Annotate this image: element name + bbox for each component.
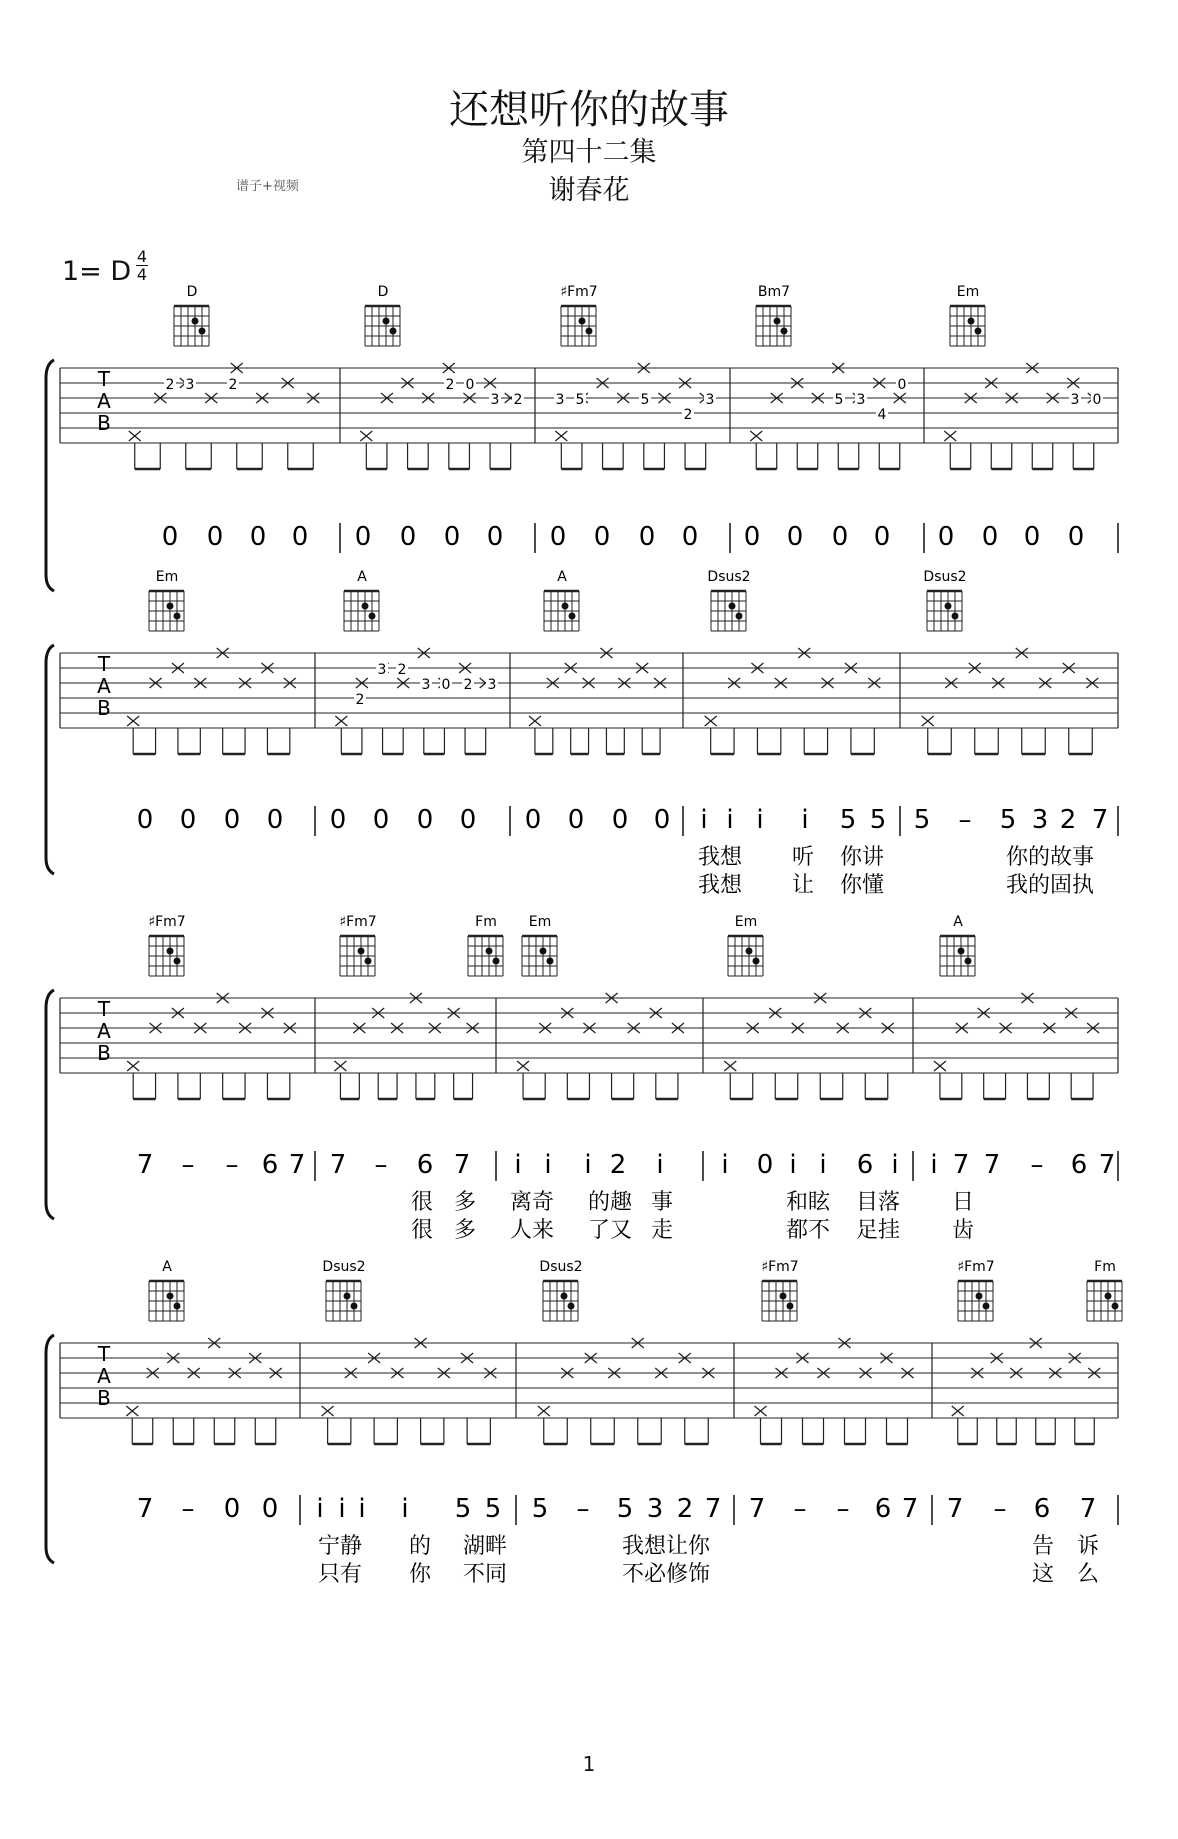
jianpu-note: 7 — [288, 1150, 306, 1180]
fret-number: 2 — [397, 662, 407, 678]
system-bracket — [46, 360, 54, 591]
jianpu-note: 5 — [484, 1494, 502, 1524]
chord-finger-dot — [358, 948, 365, 955]
lyric-word: 你讲 — [839, 845, 885, 870]
jianpu-note: 0 — [786, 522, 804, 552]
episode-label: 第四十二集 — [521, 137, 657, 168]
jianpu-note: – — [993, 1494, 1007, 1524]
jianpu-note: 5 — [839, 805, 857, 835]
chord-name: Em — [528, 914, 552, 930]
chord-finger-dot — [968, 318, 975, 325]
tab-clef-letter: A — [97, 1364, 111, 1388]
lyric-word: 我想 — [697, 873, 743, 898]
jianpu-note: – — [576, 1494, 590, 1524]
chord-name: Em — [956, 284, 980, 300]
jianpu-note: 7 — [1091, 805, 1109, 835]
strum-x-mark — [934, 1061, 946, 1071]
fret-number: 3 — [856, 392, 866, 408]
chord-name: ♯Fm7 — [148, 914, 186, 930]
lyric-word: 目落 — [855, 1190, 901, 1215]
lyric-word: 么 — [1076, 1562, 1100, 1587]
jianpu-note: i — [891, 1150, 899, 1180]
fret-number: 5 — [834, 392, 844, 408]
strum-x-mark — [322, 1406, 334, 1416]
lyric-word: 你懂 — [839, 873, 885, 898]
jianpu-note: – — [181, 1494, 195, 1524]
jianpu-note: i — [819, 1150, 827, 1180]
lyric-word: 人来 — [509, 1218, 555, 1243]
jianpu-note: 0 — [593, 522, 611, 552]
lyric-word: 你 — [408, 1562, 432, 1587]
jianpu-note: 7 — [748, 1494, 766, 1524]
jianpu-note: 7 — [704, 1494, 722, 1524]
chord-finger-dot — [540, 948, 547, 955]
jianpu-note: 0 — [567, 805, 585, 835]
chord-name: Dsus2 — [322, 1259, 366, 1275]
tab-clef-letter: T — [97, 997, 111, 1021]
chord-finger-dot — [362, 603, 369, 610]
jianpu-note: 0 — [831, 522, 849, 552]
jianpu-note: 0 — [937, 522, 955, 552]
jianpu-note: 7 — [952, 1150, 970, 1180]
lyric-word: 诉 — [1076, 1534, 1100, 1559]
jianpu-note: 5 — [454, 1494, 472, 1524]
lyric-word: 告 — [1031, 1534, 1055, 1559]
jianpu-note: 0 — [524, 805, 542, 835]
jianpu-note: i — [756, 805, 764, 835]
jianpu-note: 0 — [179, 805, 197, 835]
chord-name: Fm — [475, 914, 497, 930]
strum-x-mark — [335, 716, 347, 726]
strum-x-mark — [334, 1061, 346, 1071]
jianpu-note: 6 — [1033, 1494, 1051, 1524]
jianpu-note: i — [401, 1494, 409, 1524]
chord-finger-dot — [199, 328, 206, 335]
jianpu-note: 7 — [136, 1494, 154, 1524]
tab-clef-letter: A — [97, 389, 111, 413]
chord-finger-dot — [562, 603, 569, 610]
fret-number: 3 — [555, 392, 565, 408]
fret-number: 2 — [683, 407, 693, 423]
strum-x-mark — [127, 716, 139, 726]
fret-number: 3 — [490, 392, 500, 408]
lyric-word: 走 — [650, 1218, 674, 1243]
fret-number: 2 — [513, 392, 523, 408]
fret-number: 0 — [897, 377, 907, 393]
chord-name: A — [162, 1259, 172, 1275]
jianpu-note: – — [374, 1150, 388, 1180]
chord-finger-dot — [952, 613, 959, 620]
strum-x-mark — [952, 1406, 964, 1416]
strum-x-mark — [529, 716, 541, 726]
lyric-word: 很 — [410, 1190, 434, 1215]
jianpu-note: – — [181, 1150, 195, 1180]
fret-number: 5 — [640, 392, 650, 408]
chord-finger-dot — [1112, 1303, 1119, 1310]
jianpu-note: 0 — [681, 522, 699, 552]
fret-number: 2 — [463, 677, 473, 693]
jianpu-note: 0 — [136, 805, 154, 835]
jianpu-note: 0 — [611, 805, 629, 835]
jianpu-note: 5 — [999, 805, 1017, 835]
chord-name: D — [377, 284, 389, 300]
jianpu-note: i — [930, 1150, 938, 1180]
chord-finger-dot — [344, 1293, 351, 1300]
jianpu-note: 0 — [653, 805, 671, 835]
chord-finger-dot — [586, 328, 593, 335]
jianpu-note: 0 — [1067, 522, 1085, 552]
fret-number: 3 — [377, 662, 387, 678]
jianpu-note: 0 — [249, 522, 267, 552]
tab-clef-letter: B — [97, 411, 111, 435]
lyric-word: 不必修饰 — [621, 1562, 711, 1587]
jianpu-note: 0 — [399, 522, 417, 552]
jianpu-note: 0 — [416, 805, 434, 835]
lyric-word: 我想让你 — [621, 1534, 711, 1559]
jianpu-note: 0 — [161, 522, 179, 552]
tab-clef-letter: A — [97, 1019, 111, 1043]
chord-name: Em — [734, 914, 758, 930]
lyric-word: 多 — [453, 1218, 477, 1243]
jianpu-note: i — [700, 805, 708, 835]
jianpu-note: 0 — [223, 1494, 241, 1524]
strum-x-mark — [944, 431, 956, 441]
chord-finger-dot — [568, 1303, 575, 1310]
jianpu-note: – — [1030, 1150, 1044, 1180]
strum-x-mark — [922, 716, 934, 726]
jianpu-note: 5 — [913, 805, 931, 835]
lyric-word: 都不 — [785, 1218, 831, 1243]
artist-name: 谢春花 — [548, 175, 630, 206]
jianpu-note: i — [656, 1150, 664, 1180]
jianpu-note: i — [584, 1150, 592, 1180]
jianpu-note: 0 — [261, 1494, 279, 1524]
tab-clef-letter: T — [97, 367, 111, 391]
chord-finger-dot — [561, 1293, 568, 1300]
jianpu-note: – — [793, 1494, 807, 1524]
lyric-word: 多 — [453, 1190, 477, 1215]
chord-finger-dot — [167, 948, 174, 955]
jianpu-note: 7 — [901, 1494, 919, 1524]
fret-number: 3 — [487, 677, 497, 693]
jianpu-note: 0 — [291, 522, 309, 552]
fret-number: 0 — [441, 677, 451, 693]
fret-number: 5 — [575, 392, 585, 408]
chord-finger-dot — [174, 1303, 181, 1310]
song-title: 还想听你的故事 — [449, 87, 729, 133]
jianpu-note: 7 — [983, 1150, 1001, 1180]
lyric-word: 的趣 — [587, 1190, 633, 1215]
fret-number: 2 — [355, 692, 365, 708]
chord-name: A — [953, 914, 963, 930]
tab-clef-letter: T — [97, 652, 111, 676]
chord-finger-dot — [167, 603, 174, 610]
jianpu-note: 6 — [856, 1150, 874, 1180]
credit-text: 谱子+视频 — [236, 179, 299, 194]
chord-finger-dot — [983, 1303, 990, 1310]
strum-x-mark — [127, 1061, 139, 1071]
fret-number: 2 — [445, 377, 455, 393]
strum-x-mark — [129, 431, 141, 441]
chord-name: Fm — [1094, 1259, 1116, 1275]
chord-finger-dot — [174, 958, 181, 965]
jianpu-note: 0 — [354, 522, 372, 552]
tab-clef-letter: T — [97, 1342, 111, 1366]
chord-name: Em — [155, 569, 179, 585]
chord-finger-dot — [493, 958, 500, 965]
chord-finger-dot — [976, 1293, 983, 1300]
fret-number: 4 — [877, 407, 887, 423]
strum-x-mark — [750, 431, 762, 441]
jianpu-note: 5 — [531, 1494, 549, 1524]
fret-number: 2 — [228, 377, 238, 393]
page-number: 1 — [582, 1752, 596, 1776]
jianpu-note: 0 — [329, 805, 347, 835]
strum-x-mark — [538, 1406, 550, 1416]
chord-finger-dot — [167, 1293, 174, 1300]
chord-name: ♯Fm7 — [560, 284, 598, 300]
tab-clef-letter: A — [97, 674, 111, 698]
jianpu-note: 0 — [743, 522, 761, 552]
fret-number: 3 — [705, 392, 715, 408]
jianpu-note: 0 — [372, 805, 390, 835]
jianpu-note: 5 — [869, 805, 887, 835]
chord-name: D — [186, 284, 198, 300]
chord-name: ♯Fm7 — [957, 1259, 995, 1275]
chord-finger-dot — [945, 603, 952, 610]
chord-finger-dot — [736, 613, 743, 620]
system-bracket — [46, 1335, 54, 1563]
jianpu-note: 0 — [756, 1150, 774, 1180]
lyric-word: 我的固执 — [1005, 873, 1095, 898]
fret-number: 3 — [1070, 392, 1080, 408]
lyric-word: 听 — [791, 845, 815, 870]
jianpu-note: 7 — [453, 1150, 471, 1180]
lyric-word: 很 — [410, 1218, 434, 1243]
lyric-word: 的 — [408, 1534, 432, 1559]
strum-x-mark — [555, 431, 567, 441]
jianpu-note: 7 — [1079, 1494, 1097, 1524]
strum-x-mark — [724, 1061, 736, 1071]
chord-name: A — [357, 569, 367, 585]
chord-finger-dot — [390, 328, 397, 335]
jianpu-note: 7 — [136, 1150, 154, 1180]
strum-x-mark — [126, 1406, 138, 1416]
jianpu-note: 0 — [981, 522, 999, 552]
lyric-word: 这 — [1031, 1562, 1055, 1587]
chord-name: Dsus2 — [707, 569, 751, 585]
chord-name: ♯Fm7 — [339, 914, 377, 930]
strum-x-mark — [705, 716, 717, 726]
lyric-word: 足挂 — [855, 1218, 901, 1243]
jianpu-note: i — [544, 1150, 552, 1180]
fret-number: 0 — [1092, 392, 1102, 408]
chord-finger-dot — [780, 1293, 787, 1300]
jianpu-note: i — [358, 1494, 366, 1524]
jianpu-note: 0 — [1023, 522, 1041, 552]
jianpu-note: i — [801, 805, 809, 835]
jianpu-note: 0 — [266, 805, 284, 835]
jianpu-note: 0 — [638, 522, 656, 552]
jianpu-note: 2 — [609, 1150, 627, 1180]
fret-number: 0 — [465, 377, 475, 393]
jianpu-note: 2 — [676, 1494, 694, 1524]
lyric-word: 湖畔 — [462, 1534, 508, 1559]
jianpu-note: i — [338, 1494, 346, 1524]
jianpu-note: 6 — [874, 1494, 892, 1524]
lyric-word: 只有 — [317, 1562, 363, 1587]
jianpu-note: 3 — [1031, 805, 1049, 835]
chord-finger-dot — [746, 948, 753, 955]
jianpu-note: i — [726, 805, 734, 835]
strum-x-mark — [517, 1061, 529, 1071]
jianpu-note: 0 — [486, 522, 504, 552]
lyric-word: 我想 — [697, 845, 743, 870]
lyric-word: 和眩 — [785, 1190, 831, 1215]
jianpu-note: 0 — [873, 522, 891, 552]
system-bracket — [46, 990, 54, 1219]
chord-finger-dot — [365, 958, 372, 965]
time-sig-top: 4 — [136, 247, 148, 266]
jianpu-note: 6 — [416, 1150, 434, 1180]
chord-finger-dot — [351, 1303, 358, 1310]
jianpu-note: i — [316, 1494, 324, 1524]
chord-finger-dot — [579, 318, 586, 325]
strum-x-mark — [360, 431, 372, 441]
tab-clef-letter: B — [97, 1386, 111, 1410]
chord-finger-dot — [547, 958, 554, 965]
lyric-word: 宁静 — [317, 1534, 363, 1559]
tab-clef-letter: B — [97, 696, 111, 720]
time-sig-bottom: 4 — [136, 265, 148, 284]
jianpu-note: 3 — [646, 1494, 664, 1524]
chord-finger-dot — [174, 613, 181, 620]
chord-name: A — [557, 569, 567, 585]
lyric-word: 日 — [951, 1190, 975, 1215]
jianpu-note: 0 — [206, 522, 224, 552]
jianpu-note: 5 — [616, 1494, 634, 1524]
chord-finger-dot — [781, 328, 788, 335]
jianpu-note: i — [514, 1150, 522, 1180]
chord-finger-dot — [787, 1303, 794, 1310]
jianpu-note: 7 — [1098, 1150, 1116, 1180]
lyric-word: 离奇 — [509, 1190, 555, 1215]
fret-number: 3 — [185, 377, 195, 393]
jianpu-note: i — [721, 1150, 729, 1180]
chord-finger-dot — [383, 318, 390, 325]
chord-finger-dot — [569, 613, 576, 620]
chord-name: Dsus2 — [539, 1259, 583, 1275]
lyric-word: 事 — [650, 1190, 674, 1215]
lyric-word: 了又 — [587, 1218, 633, 1243]
chord-name: Dsus2 — [923, 569, 967, 585]
jianpu-note: i — [789, 1150, 797, 1180]
strum-x-mark — [755, 1406, 767, 1416]
chord-finger-dot — [192, 318, 199, 325]
jianpu-note: – — [225, 1150, 239, 1180]
chord-finger-dot — [958, 948, 965, 955]
jianpu-note: 0 — [443, 522, 461, 552]
key-signature: 1= D — [62, 256, 132, 287]
chord-name: Bm7 — [757, 284, 791, 300]
jianpu-note: 6 — [1070, 1150, 1088, 1180]
chord-finger-dot — [729, 603, 736, 610]
chord-finger-dot — [774, 318, 781, 325]
lyric-word: 不同 — [462, 1562, 508, 1587]
chord-finger-dot — [1105, 1293, 1112, 1300]
jianpu-note: – — [958, 805, 972, 835]
jianpu-note: 6 — [261, 1150, 279, 1180]
jianpu-note: 0 — [459, 805, 477, 835]
chord-name: ♯Fm7 — [761, 1259, 799, 1275]
chord-finger-dot — [369, 613, 376, 620]
jianpu-note: 7 — [946, 1494, 964, 1524]
chord-finger-dot — [965, 958, 972, 965]
jianpu-note: 2 — [1059, 805, 1077, 835]
chord-finger-dot — [486, 948, 493, 955]
tab-clef-letter: B — [97, 1041, 111, 1065]
jianpu-note: 7 — [329, 1150, 347, 1180]
lyric-word: 你的故事 — [1005, 845, 1095, 870]
chord-finger-dot — [975, 328, 982, 335]
fret-number: 2 — [165, 377, 175, 393]
system-bracket — [46, 645, 54, 874]
lyric-word: 齿 — [951, 1218, 975, 1243]
jianpu-note: 0 — [223, 805, 241, 835]
chord-finger-dot — [753, 958, 760, 965]
jianpu-note: – — [836, 1494, 850, 1524]
fret-number: 3 — [421, 677, 431, 693]
lyric-word: 让 — [791, 873, 815, 898]
jianpu-note: 0 — [549, 522, 567, 552]
